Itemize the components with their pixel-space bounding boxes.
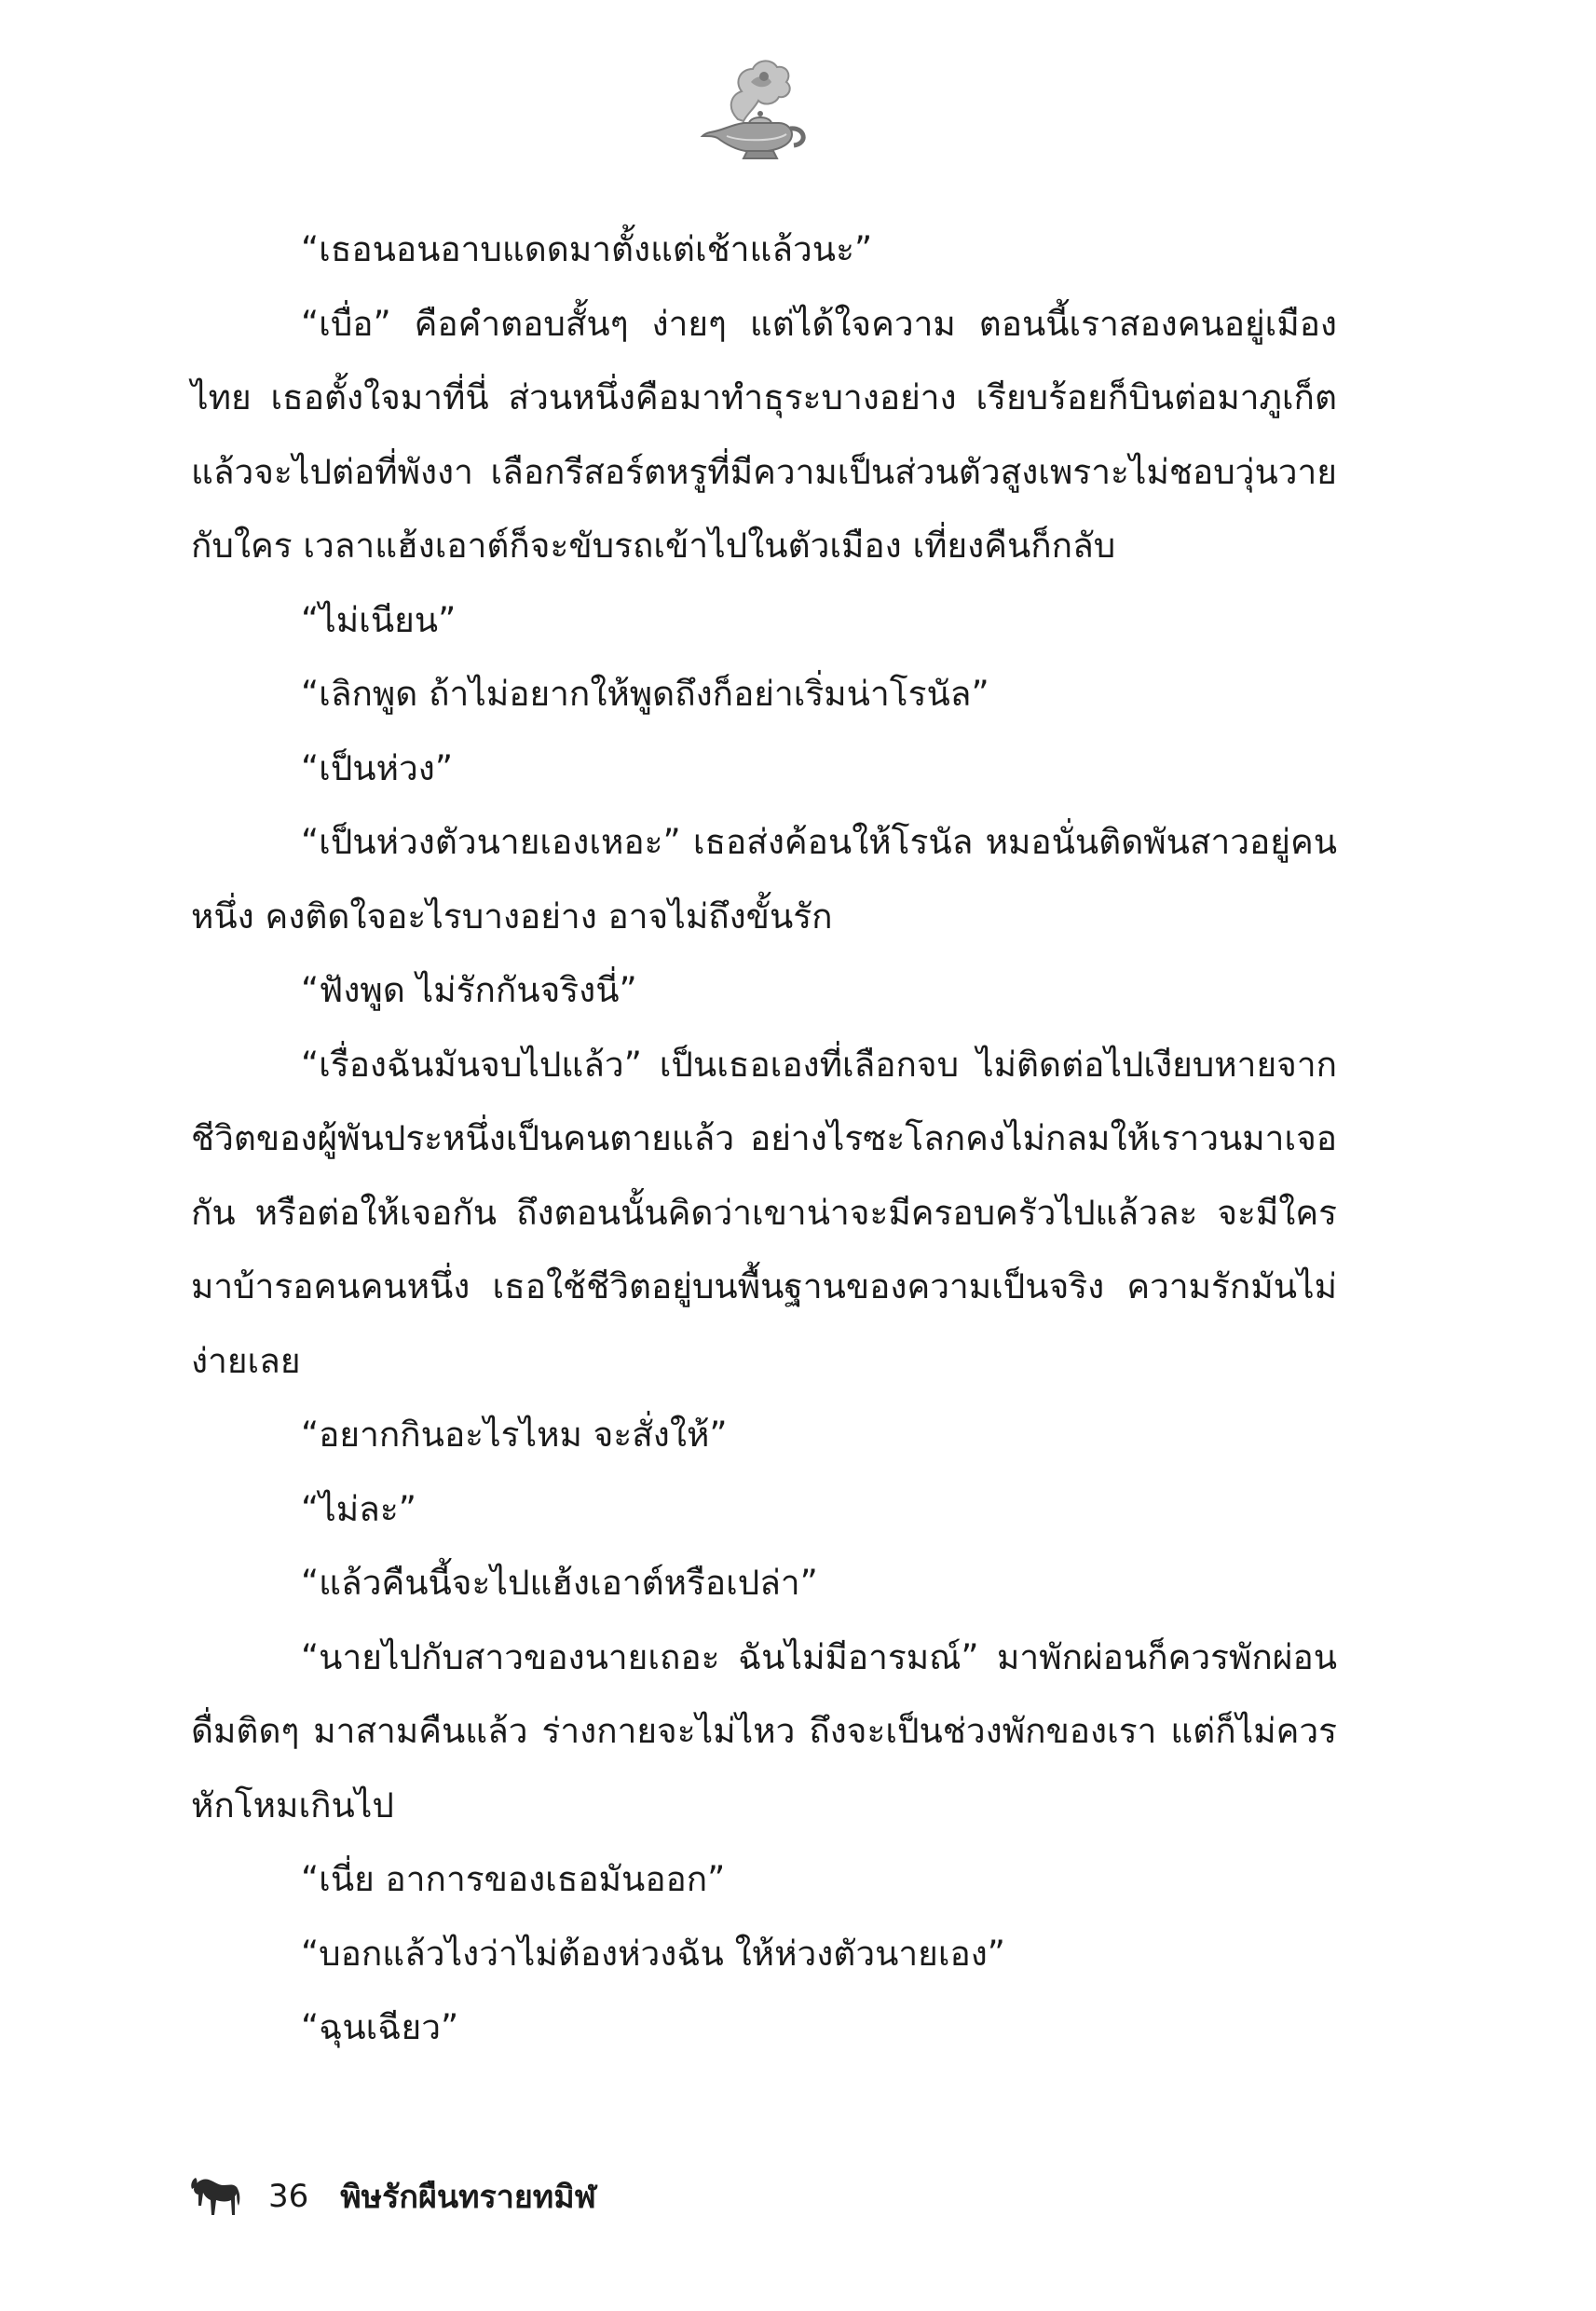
paragraph-13: “เนี่ย อาการของเธอมันออก” [301, 1859, 726, 1899]
paragraph-15: “ฉุนเฉียว” [301, 2007, 459, 2047]
paragraph-8: “เรื่องฉันมันจบไปแล้ว” เป็นเธอเองที่เลือกจบ ไม่ติดต่อไปเงียบหายจากชีวิตของผู้พันประหนึ่งเป็นคนตายแล้ว อย่างไรซะโลกคงไม่กลมให้เราวนมาเจอกัน หรือต่อให้เจอกัน ถึงตอนนั้นคิดว่าเขาน่าจะมีครอบครัวไปแล้วละ จะมีใครมาบ้ารอคนคนหนึ่ง เธอใช้ชีวิตอยู่บนพื้นฐานของความเป็นจริง ความรักมันไม่ง่ายเลย [191, 1044, 1337, 1381]
paragraph-5: “เป็นห่วง” [301, 747, 453, 788]
paragraph-9: “อยากกินอะไรไหม จะสั่งให้” [301, 1415, 728, 1455]
paragraph-12: “นายไปกับสาวของนายเถอะ ฉันไม่มีอารมณ์” มาพักผ่อนก็ควรพักผ่อน ดื่มติดๆ มาสามคืนแล้ว ร่างกายจะไม่ไหว ถึงจะเป็นช่วงพักของเรา แต่ก็ไม่ควรหักโหมเกินไป [191, 1636, 1337, 1826]
horse-icon [186, 2168, 242, 2224]
genie-lamp-icon [689, 54, 820, 166]
paragraph-14: “บอกแล้วไงว่าไม่ต้องห่วงฉัน ให้ห่วงตัวนายเอง” [301, 1933, 1005, 1974]
chapter-text [191, 212, 1337, 2065]
paragraph-1: “เธอนอนอาบแดดมาตั้งแต่เช้าแล้วนะ” [301, 229, 873, 269]
paragraph-10: “ไม่ละ” [301, 1488, 416, 1529]
paragraph-4: “เลิกพูด ถ้าไม่อยากให้พูดถึงก็อย่าเริ่มน่าโรนัล” [301, 674, 989, 714]
paragraph-7: “ฟังพูด ไม่รักกันจริงนี่” [301, 970, 637, 1010]
paragraph-3: “ไม่เนียน” [301, 599, 457, 640]
paragraph-2: “เบื่อ” คือคำตอบสั้นๆ ง่ายๆ แต่ได้ใจความ ตอนนี้เราสองคนอยู่เมืองไทย เธอตั้งใจมาที่นี่ ส่วนหนึ่งคือมาทำธุระบางอย่าง เรียบร้อยก็บินต่อมาภูเก็ต แล้วจะไปต่อที่พังงา เลือกรีสอร์ตหรูที่มีความเป็นส่วนตัวสูงเพราะไม่ชอบวุ่นวายกับใคร เวลาแฮ้งเอาต์ก็จะขับรถเข้าไปในตัวเมือง เที่ยงคืนก็กลับ [191, 303, 1337, 566]
page-footer [186, 2164, 596, 2229]
page-number: 36 [268, 2178, 309, 2215]
paragraph-6: “เป็นห่วงตัวนายเองเหอะ” เธอส่งค้อนให้โรนัล หมอนั่นติดพันสาวอยู่คนหนึ่ง คงติดใจอะไรบางอย่าง อาจไม่ถึงขั้นรัก [191, 822, 1337, 937]
book-title: พิษรักผืนทรายทมิฬ [340, 2179, 596, 2216]
paragraph-11: “แล้วคืนนี้จะไปแฮ้งเอาต์หรือเปล่า” [301, 1563, 818, 1603]
